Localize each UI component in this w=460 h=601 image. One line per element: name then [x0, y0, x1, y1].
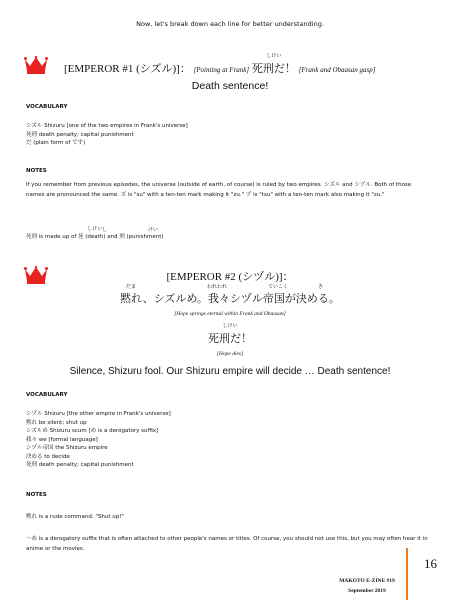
vocab-item: 我々 we [formal language]: [26, 436, 98, 443]
note2-2: ～め is a derogatory suffix that is often attached to other people's names or titles. Of course, you should not use this, but you may often hear it in anime or the movies.: [26, 536, 428, 552]
furigana-dama: だま: [126, 284, 137, 290]
line1-stage-post: [Frank and Obaasan gasp]: [298, 66, 376, 74]
furigana-teikoku: ていこく: [268, 284, 289, 290]
line1-furigana: しけい: [266, 54, 282, 59]
line1-translation: Death sentence!: [191, 80, 269, 92]
note1-1: If you remember from previous episodes, the universe (outside of earth, of course) is ruled by two empires. シズル and シヅル. Both of those names are pronounced the same. ズ is "su" with a ten-ten mark making it "zu." ヅ is "tsu" with a ten-ten mark also making it "zu.": [26, 182, 412, 198]
line2-jp2: しけい 死刑だ！: [208, 323, 252, 345]
line2-jp2-block: [0, 323, 460, 346]
vocab-item: シズル Shizuru [one of the two empires in Frank's universe]: [26, 123, 188, 129]
note1-2-ruby: しけい 死刑 is made up of 死 (death) and 刑 (punishment): [26, 226, 164, 240]
note2-1: 黙れ is a rude command. "Shut up!": [26, 514, 124, 520]
line2-speaker: [EMPEROR #2 (シヅル)]：: [166, 271, 294, 283]
furigana-wareware: われわれ: [207, 284, 228, 290]
vocab-list-2: [26, 410, 171, 470]
vocab-item: 黙れ be silent; shut up: [26, 419, 87, 426]
vocab-list-1: [26, 122, 188, 148]
line2-translation: Silence, Shizuru fool. Our Shizuru empire will decide … Death sentence!: [69, 366, 391, 377]
line2-jp-block: [0, 290, 460, 306]
line1-speaker: [EMPEROR #1 (シズル)]：: [64, 63, 191, 75]
line1: [64, 54, 376, 76]
vocab-item: 決める to decide: [26, 453, 70, 460]
vocab-item: だ (plain form of です): [26, 140, 86, 146]
vocab-item: シヅル帝国 the Shizuru empire: [26, 445, 108, 451]
line2-stage2: [Hope dies]: [216, 351, 244, 357]
footer-divider: [406, 548, 408, 600]
footer-magazine: MAKOTO E-ZINE #19: [339, 578, 395, 584]
vocab-item: 死刑 death penalty; capital punishment: [26, 462, 134, 468]
vocab-item: 死刑 death penalty; capital punishment: [26, 131, 134, 138]
line2-jp: 黙れ、シズルめ。我々シヅル帝国が決める。: [120, 292, 340, 305]
furigana-ki: き: [318, 284, 324, 290]
crown-icon: [24, 56, 48, 74]
footer-date: September 2019: [348, 588, 386, 594]
page-number: 16: [424, 556, 437, 571]
vocab-heading-1: VOCABULARY: [26, 104, 68, 110]
line2-stage1: [Hope springs eternal within Frank and Obaasan]: [174, 311, 286, 317]
vocab-item: シヅル Shizuru [the other empire in Frank's universe]: [26, 411, 171, 417]
line1-jp: しけい 死刑だ！: [251, 54, 296, 75]
intro-text: Now, let's break down each line for better understanding.: [136, 20, 324, 28]
line2-furigana2: しけい: [222, 323, 238, 329]
notes-heading-2: NOTES: [26, 492, 47, 498]
line1-stage-pre: [Pointing at Frank]: [193, 66, 250, 74]
vocab-heading-2: VOCABULARY: [26, 392, 68, 398]
vocab-item: シズルめ Shizuru scum [め is a derogatory suffix]: [26, 428, 159, 434]
notes-heading-1: NOTES: [26, 168, 47, 174]
note1-2: しけい 死刑 is made up of 死 (death) and 刑 (punishment) し けい: [26, 226, 164, 240]
